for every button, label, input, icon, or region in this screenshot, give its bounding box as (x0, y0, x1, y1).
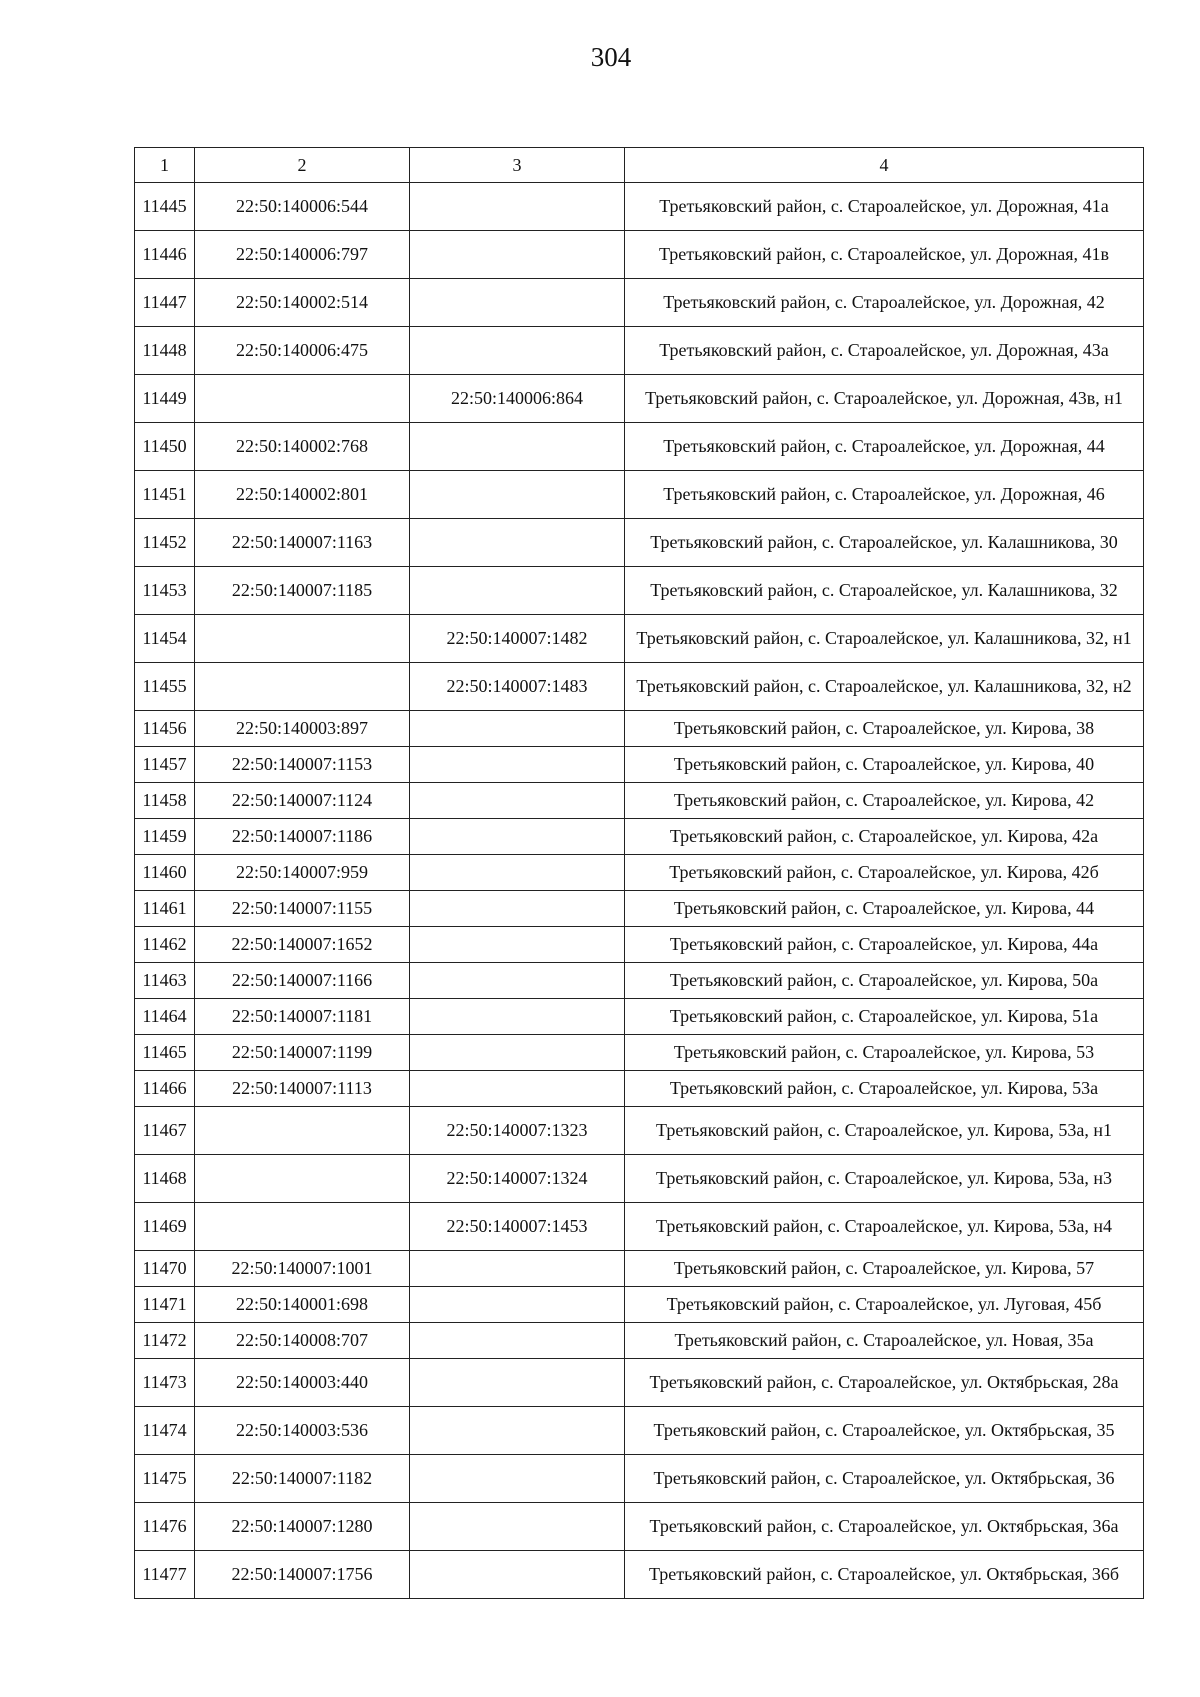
object-number-cell (410, 1359, 625, 1407)
cadastral-number-cell (195, 663, 410, 711)
cadastral-number-cell: 22:50:140006:797 (195, 231, 410, 279)
table-row (135, 183, 1144, 231)
table-row (135, 423, 1144, 471)
address-cell: Третьяковский район, с. Староалейское, ул. Кирова, 53а, н3 (625, 1155, 1144, 1203)
cadastral-number-cell: 22:50:140007:1185 (195, 567, 410, 615)
address-cell: Третьяковский район, с. Староалейское, ул. Калашникова, 32, н1 (625, 615, 1144, 663)
object-number-cell (410, 855, 625, 891)
address-cell: Третьяковский район, с. Староалейское, ул. Кирова, 53а, н4 (625, 1203, 1144, 1251)
address-cell: Третьяковский район, с. Староалейское, ул. Кирова, 53а, н1 (625, 1107, 1144, 1155)
row-number-cell: 11464 (135, 999, 195, 1035)
address-cell: Третьяковский район, с. Староалейское, ул. Калашникова, 32 (625, 567, 1144, 615)
column-header-1: 1 (135, 148, 195, 183)
row-number-cell: 11475 (135, 1455, 195, 1503)
address-cell: Третьяковский район, с. Староалейское, ул. Кирова, 44 (625, 891, 1144, 927)
row-number-cell: 11465 (135, 1035, 195, 1071)
cadastral-number-cell: 22:50:140007:1124 (195, 783, 410, 819)
address-cell: Третьяковский район, с. Староалейское, ул. Кирова, 40 (625, 747, 1144, 783)
address-cell: Третьяковский район, с. Староалейское, ул. Дорожная, 46 (625, 471, 1144, 519)
cadastral-number-cell: 22:50:140007:1113 (195, 1071, 410, 1107)
row-number-cell: 11453 (135, 567, 195, 615)
address-cell: Третьяковский район, с. Староалейское, ул. Дорожная, 42 (625, 279, 1144, 327)
table-row (135, 375, 1144, 423)
address-cell: Третьяковский район, с. Староалейское, ул. Кирова, 51а (625, 999, 1144, 1035)
table-row (135, 1407, 1144, 1455)
address-cell: Третьяковский район, с. Староалейское, ул. Дорожная, 43а (625, 327, 1144, 375)
object-number-cell (410, 1407, 625, 1455)
address-cell: Третьяковский район, с. Староалейское, ул. Кирова, 38 (625, 711, 1144, 747)
cadastral-number-cell: 22:50:140001:698 (195, 1287, 410, 1323)
row-number-cell: 11459 (135, 819, 195, 855)
row-number-cell: 11445 (135, 183, 195, 231)
row-number-cell: 11477 (135, 1551, 195, 1599)
address-cell: Третьяковский район, с. Староалейское, ул. Кирова, 50а (625, 963, 1144, 999)
cadastral-number-cell (195, 1203, 410, 1251)
object-number-cell (410, 711, 625, 747)
object-number-cell (410, 1287, 625, 1323)
address-cell: Третьяковский район, с. Староалейское, ул. Дорожная, 43в, н1 (625, 375, 1144, 423)
column-header-3: 3 (410, 148, 625, 183)
row-number-cell: 11463 (135, 963, 195, 999)
row-number-cell: 11476 (135, 1503, 195, 1551)
row-number-cell: 11467 (135, 1107, 195, 1155)
address-cell: Третьяковский район, с. Староалейское, ул. Дорожная, 44 (625, 423, 1144, 471)
row-number-cell: 11466 (135, 1071, 195, 1107)
object-number-cell: 22:50:140007:1324 (410, 1155, 625, 1203)
row-number-cell: 11460 (135, 855, 195, 891)
row-number-cell: 11469 (135, 1203, 195, 1251)
cadastral-number-cell: 22:50:140007:1181 (195, 999, 410, 1035)
object-number-cell: 22:50:140007:1453 (410, 1203, 625, 1251)
row-number-cell: 11470 (135, 1251, 195, 1287)
cadastral-number-cell: 22:50:140007:959 (195, 855, 410, 891)
cadastral-number-cell: 22:50:140003:440 (195, 1359, 410, 1407)
address-cell: Третьяковский район, с. Староалейское, ул. Дорожная, 41в (625, 231, 1144, 279)
object-number-cell (410, 1071, 625, 1107)
table-row (135, 1287, 1144, 1323)
row-number-cell: 11472 (135, 1323, 195, 1359)
object-number-cell (410, 1455, 625, 1503)
table-header-row (135, 148, 1144, 183)
table-row (135, 1107, 1144, 1155)
cadastral-number-cell: 22:50:140007:1199 (195, 1035, 410, 1071)
row-number-cell: 11447 (135, 279, 195, 327)
table-row (135, 1503, 1144, 1551)
row-number-cell: 11461 (135, 891, 195, 927)
address-cell: Третьяковский район, с. Староалейское, ул. Новая, 35а (625, 1323, 1144, 1359)
row-number-cell: 11448 (135, 327, 195, 375)
table-row (135, 855, 1144, 891)
cadastral-number-cell: 22:50:140007:1155 (195, 891, 410, 927)
address-cell: Третьяковский район, с. Староалейское, ул. Октябрьская, 28а (625, 1359, 1144, 1407)
object-number-cell (410, 1503, 625, 1551)
cadastral-number-cell: 22:50:140007:1153 (195, 747, 410, 783)
row-number-cell: 11446 (135, 231, 195, 279)
table-row (135, 1551, 1144, 1599)
address-cell: Третьяковский район, с. Староалейское, ул. Калашникова, 30 (625, 519, 1144, 567)
object-number-cell (410, 999, 625, 1035)
cadastral-number-cell: 22:50:140007:1166 (195, 963, 410, 999)
object-number-cell (410, 819, 625, 855)
registry-table (134, 147, 1144, 1599)
address-cell: Третьяковский район, с. Староалейское, ул. Луговая, 45б (625, 1287, 1144, 1323)
object-number-cell: 22:50:140007:1323 (410, 1107, 625, 1155)
object-number-cell (410, 1323, 625, 1359)
table-row (135, 1071, 1144, 1107)
table-row (135, 963, 1144, 999)
address-cell: Третьяковский район, с. Староалейское, ул. Октябрьская, 36б (625, 1551, 1144, 1599)
object-number-cell (410, 927, 625, 963)
table-row (135, 1035, 1144, 1071)
row-number-cell: 11474 (135, 1407, 195, 1455)
table-row (135, 567, 1144, 615)
cadastral-number-cell: 22:50:140007:1652 (195, 927, 410, 963)
object-number-cell (410, 279, 625, 327)
cadastral-number-cell: 22:50:140002:801 (195, 471, 410, 519)
cadastral-number-cell: 22:50:140007:1182 (195, 1455, 410, 1503)
cadastral-number-cell: 22:50:140007:1756 (195, 1551, 410, 1599)
row-number-cell: 11468 (135, 1155, 195, 1203)
table-row (135, 1251, 1144, 1287)
row-number-cell: 11456 (135, 711, 195, 747)
object-number-cell: 22:50:140007:1482 (410, 615, 625, 663)
row-number-cell: 11457 (135, 747, 195, 783)
table-row (135, 615, 1144, 663)
object-number-cell: 22:50:140007:1483 (410, 663, 625, 711)
address-cell: Третьяковский район, с. Староалейское, ул. Кирова, 53а (625, 1071, 1144, 1107)
object-number-cell: 22:50:140006:864 (410, 375, 625, 423)
object-number-cell (410, 747, 625, 783)
row-number-cell: 11454 (135, 615, 195, 663)
table-row (135, 819, 1144, 855)
table-row (135, 327, 1144, 375)
address-cell: Третьяковский район, с. Староалейское, ул. Октябрьская, 36 (625, 1455, 1144, 1503)
object-number-cell (410, 1035, 625, 1071)
address-cell: Третьяковский район, с. Староалейское, ул. Калашникова, 32, н2 (625, 663, 1144, 711)
object-number-cell (410, 471, 625, 519)
column-header-2: 2 (195, 148, 410, 183)
object-number-cell (410, 327, 625, 375)
object-number-cell (410, 1251, 625, 1287)
table-row (135, 783, 1144, 819)
table-row (135, 519, 1144, 567)
cadastral-number-cell (195, 375, 410, 423)
page-number: 304 (590, 42, 632, 72)
row-number-cell: 11458 (135, 783, 195, 819)
table-row (135, 1455, 1144, 1503)
address-cell: Третьяковский район, с. Староалейское, ул. Октябрьская, 36а (625, 1503, 1144, 1551)
address-cell: Третьяковский район, с. Староалейское, ул. Кирова, 42б (625, 855, 1144, 891)
object-number-cell (410, 519, 625, 567)
table-row (135, 279, 1144, 327)
address-cell: Третьяковский район, с. Староалейское, ул. Кирова, 53 (625, 1035, 1144, 1071)
cadastral-number-cell (195, 1155, 410, 1203)
table-row (135, 927, 1144, 963)
object-number-cell (410, 783, 625, 819)
table-row (135, 1155, 1144, 1203)
object-number-cell (410, 183, 625, 231)
cadastral-number-cell: 22:50:140006:475 (195, 327, 410, 375)
table-row (135, 231, 1144, 279)
address-cell: Третьяковский район, с. Староалейское, ул. Кирова, 57 (625, 1251, 1144, 1287)
table-row (135, 711, 1144, 747)
table-body (135, 183, 1144, 1599)
table-row (135, 891, 1144, 927)
object-number-cell (410, 1551, 625, 1599)
table-row (135, 1359, 1144, 1407)
address-cell: Третьяковский район, с. Староалейское, ул. Кирова, 42а (625, 819, 1144, 855)
cadastral-number-cell: 22:50:140007:1280 (195, 1503, 410, 1551)
cadastral-number-cell: 22:50:140002:514 (195, 279, 410, 327)
object-number-cell (410, 567, 625, 615)
cadastral-number-cell: 22:50:140003:897 (195, 711, 410, 747)
object-number-cell (410, 231, 625, 279)
table-row (135, 471, 1144, 519)
cadastral-number-cell: 22:50:140007:1186 (195, 819, 410, 855)
address-cell: Третьяковский район, с. Староалейское, ул. Кирова, 42 (625, 783, 1144, 819)
row-number-cell: 11452 (135, 519, 195, 567)
cadastral-number-cell: 22:50:140002:768 (195, 423, 410, 471)
row-number-cell: 11450 (135, 423, 195, 471)
table-row (135, 1203, 1144, 1251)
cadastral-number-cell: 22:50:140007:1001 (195, 1251, 410, 1287)
object-number-cell (410, 423, 625, 471)
address-cell: Третьяковский район, с. Староалейское, ул. Кирова, 44а (625, 927, 1144, 963)
row-number-cell: 11455 (135, 663, 195, 711)
object-number-cell (410, 891, 625, 927)
cadastral-number-cell (195, 1107, 410, 1155)
table-row (135, 663, 1144, 711)
column-header-4: 4 (625, 148, 1144, 183)
row-number-cell: 11462 (135, 927, 195, 963)
table-row (135, 747, 1144, 783)
table-row (135, 999, 1144, 1035)
table-row (135, 1323, 1144, 1359)
object-number-cell (410, 963, 625, 999)
address-cell: Третьяковский район, с. Староалейское, ул. Октябрьская, 35 (625, 1407, 1144, 1455)
row-number-cell: 11471 (135, 1287, 195, 1323)
cadastral-number-cell (195, 615, 410, 663)
cadastral-number-cell: 22:50:140007:1163 (195, 519, 410, 567)
cadastral-number-cell: 22:50:140003:536 (195, 1407, 410, 1455)
cadastral-number-cell: 22:50:140006:544 (195, 183, 410, 231)
row-number-cell: 11473 (135, 1359, 195, 1407)
row-number-cell: 11449 (135, 375, 195, 423)
row-number-cell: 11451 (135, 471, 195, 519)
address-cell: Третьяковский район, с. Староалейское, ул. Дорожная, 41а (625, 183, 1144, 231)
cadastral-number-cell: 22:50:140008:707 (195, 1323, 410, 1359)
